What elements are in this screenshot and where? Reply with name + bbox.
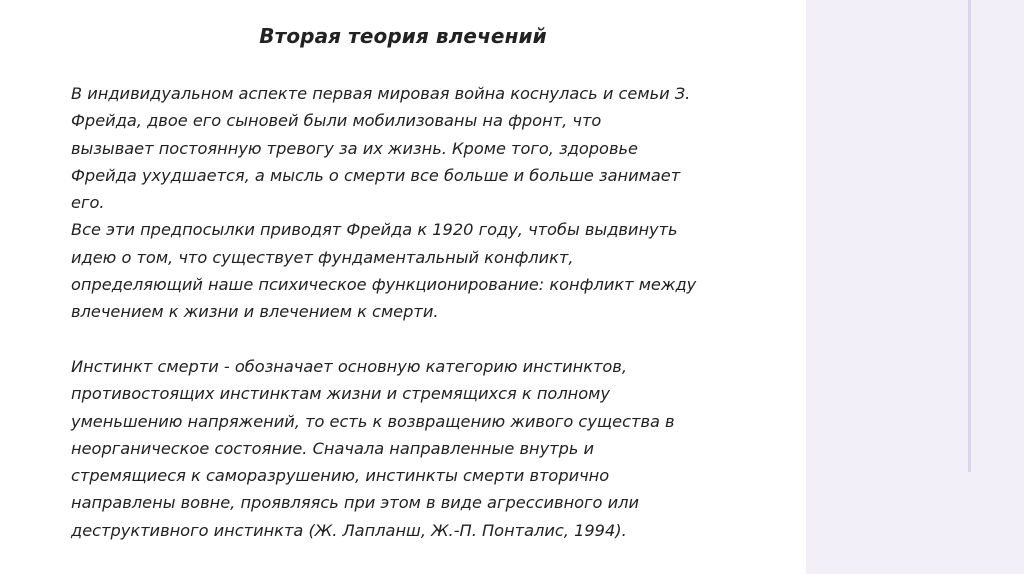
text-line: уменьшению напряжений, то есть к возвращению живого существа в (71, 411, 675, 431)
text-line: идею о том, что существует фундаментальный конфликт, (71, 247, 574, 267)
text-line: В индивидуальном аспекте первая мировая война коснулась и семьи З. (71, 84, 691, 103)
text-line: Фрейда ухудшается, а мысль о смерти все больше и больше занимает (71, 165, 681, 185)
text-line: деструктивного инстинкта (Ж. Лапланш, Ж.-П. Понталис, 1994). (71, 520, 627, 540)
side-decoration-panel (806, 0, 1024, 574)
paragraph-gap (71, 326, 791, 353)
slide-body (71, 80, 791, 544)
text-line: стремящиеся к саморазрушению, инстинкты смерти вторично (71, 466, 610, 486)
text-line: направлены вовне, проявляясь при этом в виде агрессивного или (71, 493, 639, 513)
text-line: неорганическое состояние. Сначала направленные внутрь и (71, 438, 595, 458)
slide-title: Вторая теория влечений (259, 24, 547, 48)
text-line: Инстинкт смерти - обозначает основную категорию инстинктов, (71, 356, 627, 376)
side-decoration-line (968, 0, 971, 472)
text-line: определяющий наше психическое функционирование: конфликт между (71, 275, 697, 295)
text-line: вызывает постоянную тревогу за их жизнь. Кроме того, здоровье (71, 138, 639, 158)
text-line: противостоящих инстинктам жизни и стремящихся к полному (71, 384, 610, 404)
text-line: влечением к жизни и влечением к смерти. (71, 302, 439, 322)
text-line: его. (71, 193, 105, 213)
text-line: Все эти предпосылки приводят Фрейда к 1920 году, чтобы выдвинуть (71, 220, 678, 240)
text-line: Фрейда, двое его сыновей были мобилизованы на фронт, что (71, 111, 602, 131)
